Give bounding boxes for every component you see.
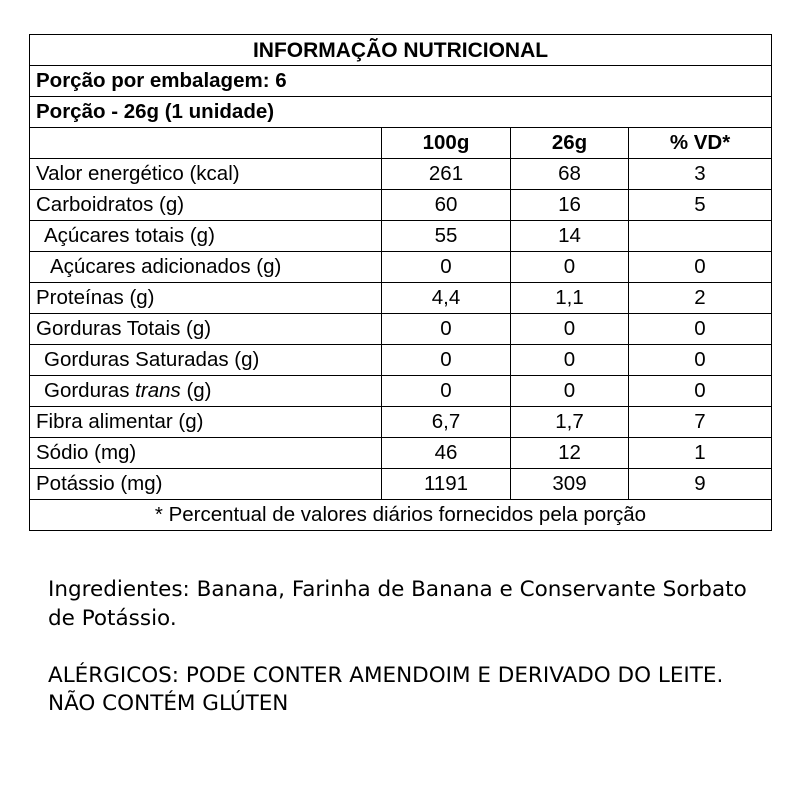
value-100g: 0: [382, 345, 511, 376]
serving-size-row: [30, 97, 772, 128]
header-100g: 100g: [382, 128, 511, 159]
nutrient-label: Açúcares totais (g): [30, 221, 382, 252]
servings-per-package: Porção por embalagem: 6: [30, 66, 772, 97]
header-nutrient: [30, 128, 382, 159]
footnote-row: [30, 500, 772, 531]
table-row: [30, 252, 772, 283]
value-100g: 0: [382, 376, 511, 407]
value-vd: [629, 221, 772, 252]
value-26g: 0: [511, 252, 629, 283]
value-26g: 0: [511, 314, 629, 345]
value-100g: 55: [382, 221, 511, 252]
ingredients-text: Ingredientes: Banana, Farinha de Banana e Conservante Sorbato de Potássio.: [48, 577, 747, 631]
value-100g: 1191: [382, 469, 511, 500]
table-title: INFORMAÇÃO NUTRICIONAL: [30, 35, 772, 66]
value-vd: 0: [629, 252, 772, 283]
nutrient-label: Sódio (mg): [30, 438, 382, 469]
label-prefix: Gorduras: [44, 378, 130, 402]
table-row: [30, 407, 772, 438]
value-26g: 309: [511, 469, 629, 500]
value-100g: 0: [382, 314, 511, 345]
nutrient-label: Fibra alimentar (g): [30, 407, 382, 438]
allergens-text: ALÉRGICOS: PODE CONTER AMENDOIM E DERIVADO DO LEITE.: [48, 663, 724, 688]
header-vd: % VD*: [629, 128, 772, 159]
nutrient-label: Valor energético (kcal): [30, 159, 382, 190]
table-row: [30, 376, 772, 407]
gluten-text: NÃO CONTÉM GLÚTEN: [48, 691, 289, 716]
nutrient-label: Açúcares adicionados (g): [30, 252, 382, 283]
nutrient-label: Gorduras Saturadas (g): [30, 345, 382, 376]
nutrient-label: Potássio (mg): [30, 469, 382, 500]
table-row: [30, 159, 772, 190]
value-vd: 9: [629, 469, 772, 500]
column-header-row: [30, 128, 772, 159]
serving-size: Porção - 26g (1 unidade): [30, 97, 772, 128]
value-26g: 1,1: [511, 283, 629, 314]
table-footnote: * Percentual de valores diários fornecidos pela porção: [30, 500, 772, 531]
value-vd: 2: [629, 283, 772, 314]
value-vd: 1: [629, 438, 772, 469]
value-vd: 0: [629, 314, 772, 345]
nutrient-label: [30, 376, 382, 407]
value-100g: 4,4: [382, 283, 511, 314]
value-26g: 1,7: [511, 407, 629, 438]
value-vd: 5: [629, 190, 772, 221]
label-italic: trans: [135, 378, 181, 402]
value-vd: 7: [629, 407, 772, 438]
value-100g: 46: [382, 438, 511, 469]
value-vd: 3: [629, 159, 772, 190]
table-row: [30, 345, 772, 376]
value-26g: 16: [511, 190, 629, 221]
table-row: [30, 469, 772, 500]
value-100g: 261: [382, 159, 511, 190]
value-26g: 0: [511, 345, 629, 376]
header-26g: 26g: [511, 128, 629, 159]
value-26g: 12: [511, 438, 629, 469]
table-row: [30, 314, 772, 345]
value-vd: 0: [629, 376, 772, 407]
nutrient-label: Proteínas (g): [30, 283, 382, 314]
table-row: [30, 438, 772, 469]
nutrient-label: Gorduras Totais (g): [30, 314, 382, 345]
label-suffix: (g): [186, 378, 212, 402]
nutrition-facts-table: [29, 34, 772, 531]
value-100g: 6,7: [382, 407, 511, 438]
value-100g: 0: [382, 252, 511, 283]
table-title-row: [30, 35, 772, 66]
servings-per-package-row: [30, 66, 772, 97]
value-vd: 0: [629, 345, 772, 376]
value-26g: 0: [511, 376, 629, 407]
table-row: [30, 283, 772, 314]
table-row: [30, 190, 772, 221]
table-row: [30, 221, 772, 252]
nutrient-label: Carboidratos (g): [30, 190, 382, 221]
allergen-block: [48, 662, 768, 718]
value-26g: 68: [511, 159, 629, 190]
value-100g: 60: [382, 190, 511, 221]
value-26g: 14: [511, 221, 629, 252]
